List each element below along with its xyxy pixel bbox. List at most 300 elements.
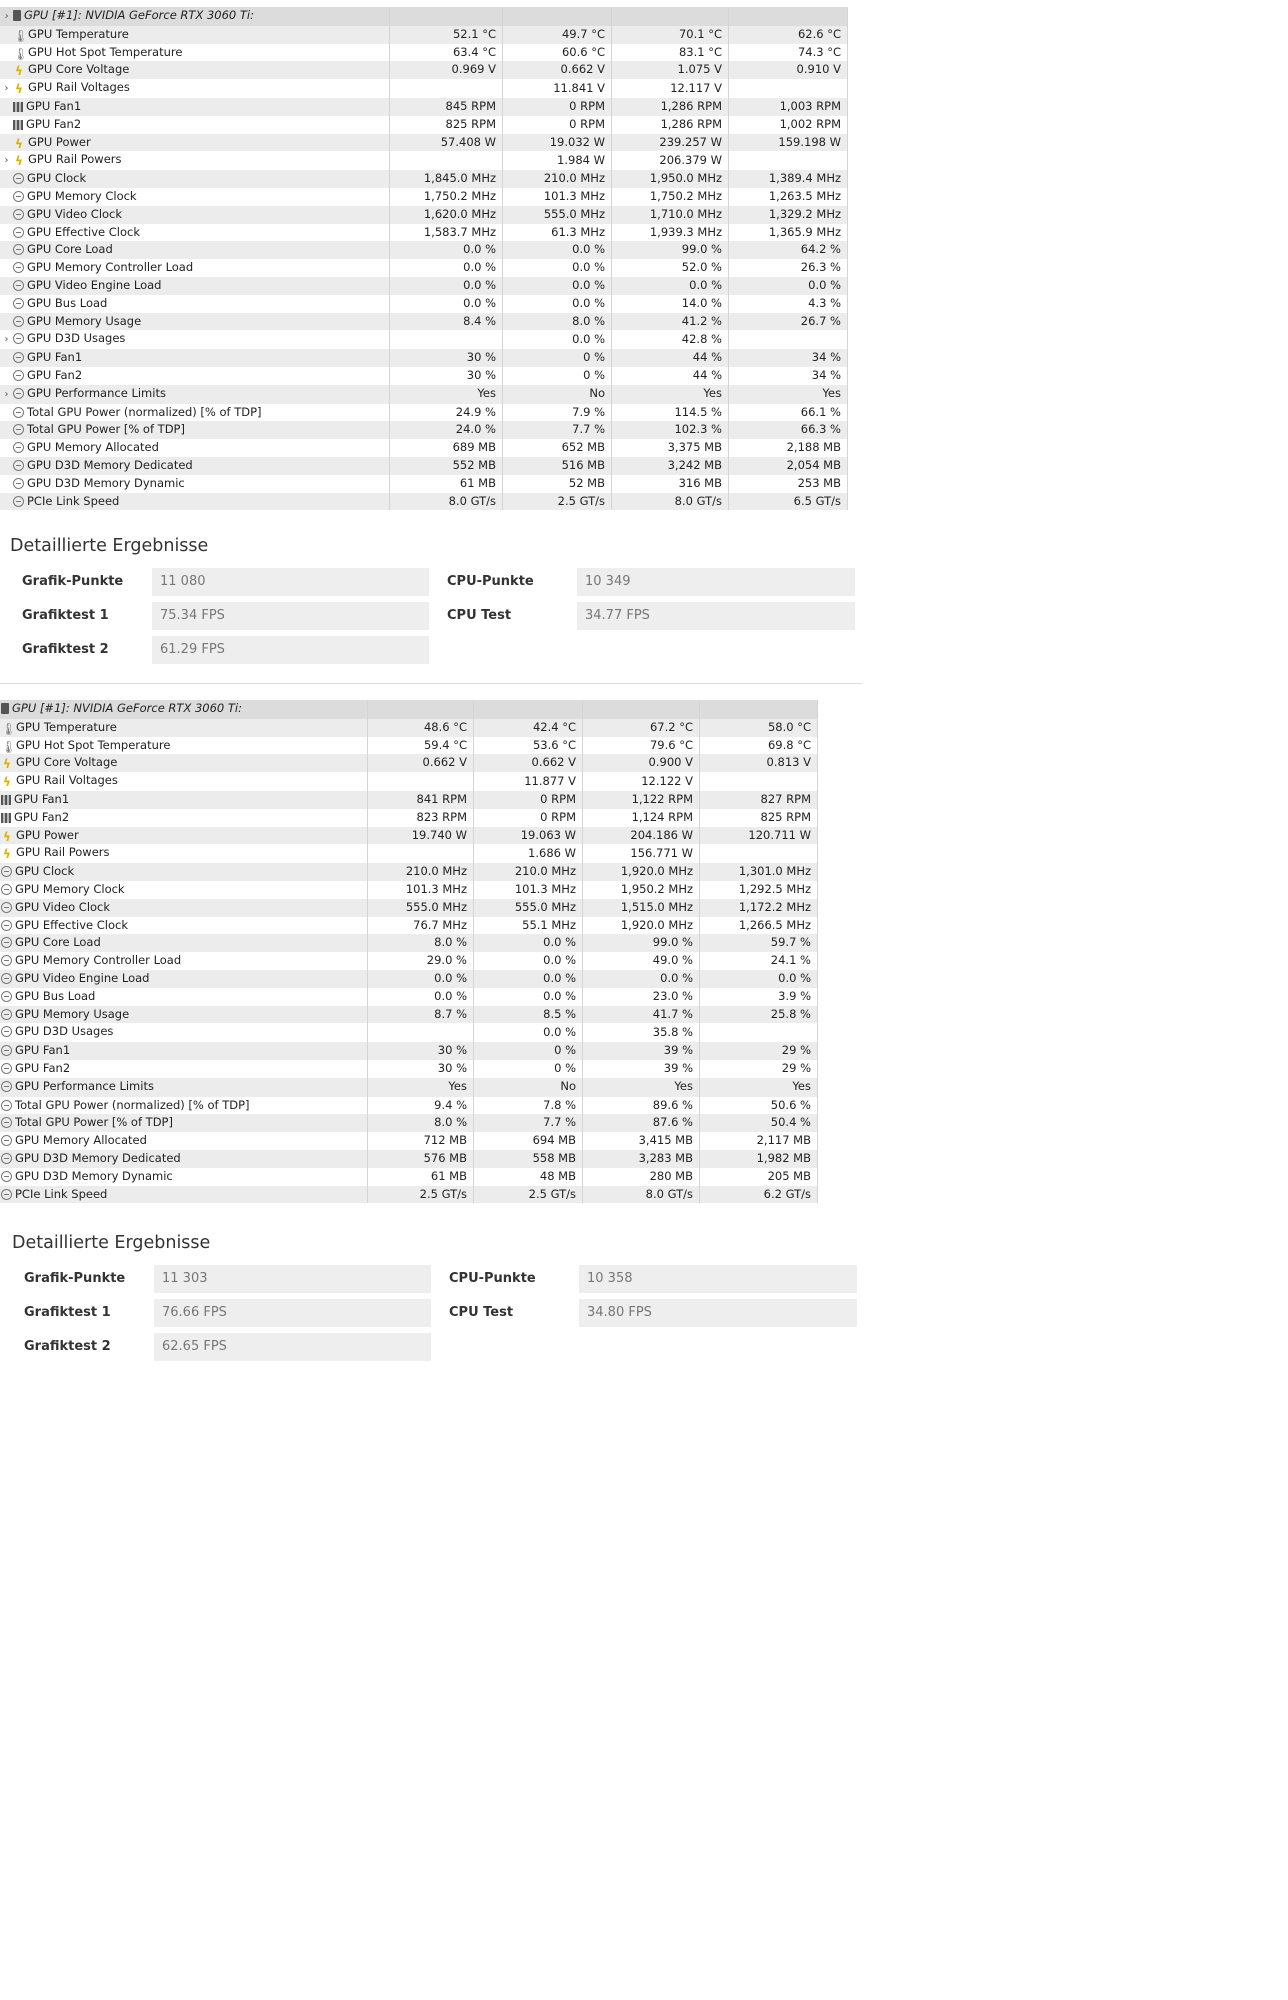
voltage-bolt-icon: ϟ <box>3 829 11 844</box>
sensor-row[interactable] <box>0 61 848 79</box>
sensor-row[interactable] <box>0 772 818 791</box>
maximum-value: 206.379 W <box>612 151 729 170</box>
maximum-value: 8.0 GT/s <box>583 1186 700 1204</box>
grafiktest1-label: Grafiktest 1 <box>24 1305 111 1320</box>
sensor-row[interactable] <box>0 421 848 439</box>
sensor-gauge-icon <box>13 460 24 471</box>
maximum-value: 1,286 RPM <box>612 98 729 116</box>
average-value: 3.9 % <box>700 988 818 1006</box>
minimum-value: 558 MB <box>474 1150 583 1168</box>
average-value: 1,003 RPM <box>729 98 848 116</box>
sensor-label: GPU D3D Memory Dedicated <box>27 457 193 472</box>
maximum-value: 49.0 % <box>583 952 700 970</box>
gpu-header-label: GPU [#1]: NVIDIA GeForce RTX 3060 Ti: <box>24 8 254 22</box>
maximum-value: 1,124 RPM <box>583 809 700 827</box>
sensor-table <box>0 700 818 1203</box>
current-value: 0.0 % <box>390 259 503 277</box>
average-value: 34 % <box>729 367 848 385</box>
minimum-value: 55.1 MHz <box>474 917 583 935</box>
grafik-punkte-value: 11 303 <box>154 1265 431 1293</box>
current-value: 0.0 % <box>390 241 503 259</box>
cpu-test-label: CPU Test <box>447 608 512 623</box>
sensor-row[interactable] <box>0 475 848 493</box>
cpu-test-value: 34.77 FPS <box>577 602 855 630</box>
minimum-value: 8.5 % <box>474 1006 583 1024</box>
sensor-label: GPU Core Voltage <box>28 62 130 77</box>
sensor-label: GPU Video Clock <box>15 899 111 914</box>
maximum-value: 39 % <box>583 1060 700 1078</box>
sensor-label: Total GPU Power (normalized) [% of TDP] <box>27 404 262 419</box>
current-value: 48.6 °C <box>368 719 474 737</box>
minimum-value: No <box>503 385 612 404</box>
average-value: 69.8 °C <box>700 737 818 755</box>
sensor-row[interactable] <box>0 1060 818 1078</box>
current-value <box>390 330 503 349</box>
current-value: 8.4 % <box>390 313 503 331</box>
maximum-value: 14.0 % <box>612 295 729 313</box>
minimum-value: 0 RPM <box>503 116 612 134</box>
average-value: 1,389.4 MHz <box>729 170 848 188</box>
average-value: 0.0 % <box>729 277 848 295</box>
maximum-value: 70.1 °C <box>612 26 729 44</box>
sensor-label: GPU Memory Controller Load <box>15 953 182 968</box>
current-value: 63.4 °C <box>390 44 503 62</box>
average-value: 205 MB <box>700 1168 818 1186</box>
maximum-value: 87.6 % <box>583 1114 700 1132</box>
average-value <box>729 79 848 98</box>
sensor-gauge-icon <box>13 352 24 363</box>
maximum-value: 1,950.0 MHz <box>612 170 729 188</box>
sensor-label: GPU D3D Usages <box>15 1024 114 1039</box>
current-value: 30 % <box>390 349 503 367</box>
current-value: 8.0 % <box>368 934 474 952</box>
sensor-label: GPU Performance Limits <box>15 1078 154 1093</box>
sensor-gauge-icon <box>1 1117 12 1128</box>
maximum-value: 1,750.2 MHz <box>612 188 729 206</box>
average-value: 6.2 GT/s <box>700 1186 818 1204</box>
sensor-row[interactable] <box>0 952 818 970</box>
current-value: 1,583.7 MHz <box>390 224 503 242</box>
current-value: 101.3 MHz <box>368 881 474 899</box>
sensor-row[interactable] <box>0 1186 818 1204</box>
sensor-gauge-icon <box>1 1100 12 1111</box>
fan-icon <box>13 102 23 112</box>
current-value: 8.7 % <box>368 1006 474 1024</box>
sensor-row[interactable] <box>0 385 848 404</box>
sensor-row[interactable] <box>0 791 818 809</box>
sensor-gauge-icon <box>13 244 24 255</box>
average-value: 1,172.2 MHz <box>700 899 818 917</box>
minimum-value: 0.662 V <box>474 754 583 772</box>
sensor-row[interactable] <box>0 493 848 511</box>
minimum-value: 7.8 % <box>474 1097 583 1115</box>
sensor-row[interactable] <box>0 170 848 188</box>
grafiktest2-label: Grafiktest 2 <box>24 1339 111 1354</box>
sensor-row[interactable] <box>0 863 818 881</box>
maximum-value: 83.1 °C <box>612 44 729 62</box>
sensor-row[interactable] <box>0 809 818 827</box>
minimum-value: 49.7 °C <box>503 26 612 44</box>
sensor-label: Total GPU Power (normalized) [% of TDP] <box>15 1097 250 1112</box>
minimum-value: 0.0 % <box>474 988 583 1006</box>
sensor-row[interactable] <box>0 1097 818 1115</box>
minimum-value: 1.686 W <box>474 844 583 863</box>
sensor-gauge-icon <box>13 370 24 381</box>
sensor-gauge-icon <box>13 209 24 220</box>
sensor-label: GPU D3D Memory Dedicated <box>15 1150 181 1165</box>
current-value: 8.0 % <box>368 1114 474 1132</box>
sensor-gauge-icon <box>1 1063 12 1074</box>
collapse-arrow-icon[interactable]: › <box>4 11 9 22</box>
average-value: 827 RPM <box>700 791 818 809</box>
minimum-value: 1.984 W <box>503 151 612 170</box>
maximum-value: 1,286 RPM <box>612 116 729 134</box>
thermometer-icon: 🌡 <box>1 721 17 736</box>
maximum-value: 239.257 W <box>612 134 729 152</box>
sensor-row[interactable] <box>0 295 848 313</box>
current-value: 59.4 °C <box>368 737 474 755</box>
minimum-value: 0 RPM <box>474 791 583 809</box>
sensor-gauge-icon <box>1 902 12 913</box>
sensor-gauge-icon <box>1 884 12 895</box>
maximum-value: 67.2 °C <box>583 719 700 737</box>
grafiktest1-value: 75.34 FPS <box>152 602 429 630</box>
minimum-value: 48 MB <box>474 1168 583 1186</box>
sensor-label: GPU Core Load <box>27 242 113 257</box>
sensor-group-header[interactable] <box>0 700 818 719</box>
maximum-value: 12.122 V <box>583 772 700 791</box>
maximum-value: 99.0 % <box>612 241 729 259</box>
minimum-value: 7.7 % <box>503 421 612 439</box>
minimum-value: 2.5 GT/s <box>474 1186 583 1204</box>
sensor-gauge-icon <box>13 424 24 435</box>
average-value: 66.1 % <box>729 404 848 422</box>
average-value: 1,002 RPM <box>729 116 848 134</box>
sensor-gauge-icon <box>1 937 12 948</box>
sensor-label: GPU Rail Powers <box>28 152 122 167</box>
sensor-gauge-icon <box>1 973 12 984</box>
maximum-value: Yes <box>612 385 729 404</box>
current-value: 0.0 % <box>390 295 503 313</box>
fan-icon <box>1 813 11 823</box>
sensor-label: GPU D3D Memory Dynamic <box>27 475 185 490</box>
grafik-punkte-label: Grafik-Punkte <box>22 574 124 589</box>
sensor-gauge-icon <box>1 920 12 931</box>
sensor-row[interactable] <box>0 224 848 242</box>
gpu-chip-icon <box>1 703 9 714</box>
average-value: 0.0 % <box>700 970 818 988</box>
average-value <box>729 330 848 349</box>
sensor-row[interactable] <box>0 313 848 331</box>
expand-chevron-icon[interactable]: › <box>4 334 9 346</box>
sensor-label: GPU Performance Limits <box>27 385 166 400</box>
sensor-label: GPU Fan2 <box>14 809 70 824</box>
sensor-row[interactable] <box>0 79 848 98</box>
maximum-value: 3,415 MB <box>583 1132 700 1150</box>
maximum-value: 0.0 % <box>612 277 729 295</box>
sensor-gauge-icon <box>13 316 24 327</box>
sensor-row[interactable] <box>0 934 818 952</box>
average-value: 159.198 W <box>729 134 848 152</box>
sensor-row[interactable] <box>0 457 848 475</box>
current-value <box>368 772 474 791</box>
sensor-row[interactable] <box>0 44 848 62</box>
average-value: 50.4 % <box>700 1114 818 1132</box>
average-value: 1,292.5 MHz <box>700 881 818 899</box>
sensor-gauge-icon <box>1 866 12 877</box>
expand-chevron-icon[interactable]: › <box>4 155 9 167</box>
sensor-row[interactable] <box>0 277 848 295</box>
current-value: 52.1 °C <box>390 26 503 44</box>
sensor-gauge-icon <box>1 1135 12 1146</box>
current-value: 0.0 % <box>390 277 503 295</box>
sensor-row[interactable] <box>0 349 848 367</box>
sensor-label: GPU Core Load <box>15 935 101 950</box>
sensor-label: GPU Video Engine Load <box>27 277 162 292</box>
grafiktest2-value: 61.29 FPS <box>152 636 429 664</box>
average-value: 24.1 % <box>700 952 818 970</box>
average-value: 34 % <box>729 349 848 367</box>
average-value <box>700 844 818 863</box>
average-value: 6.5 GT/s <box>729 493 848 511</box>
sensor-label: GPU Memory Usage <box>15 1006 130 1021</box>
sensor-gauge-icon <box>13 191 24 202</box>
minimum-value: 694 MB <box>474 1132 583 1150</box>
maximum-value: 102.3 % <box>612 421 729 439</box>
grafik-punkte-value: 11 080 <box>152 568 429 596</box>
average-value: 66.3 % <box>729 421 848 439</box>
sensor-row[interactable] <box>0 1150 818 1168</box>
sensor-group-header[interactable] <box>0 7 848 26</box>
sensor-gauge-icon <box>1 991 12 1002</box>
current-value: 29.0 % <box>368 952 474 970</box>
sensor-label: GPU Rail Powers <box>16 845 110 860</box>
minimum-value: 0.0 % <box>503 259 612 277</box>
sensor-label: GPU Clock <box>15 864 75 879</box>
sensor-row[interactable] <box>0 98 848 116</box>
average-value: 59.7 % <box>700 934 818 952</box>
sensor-row[interactable] <box>0 881 818 899</box>
gpu-header-label: GPU [#1]: NVIDIA GeForce RTX 3060 Ti: <box>12 701 242 715</box>
current-value: 57.408 W <box>390 134 503 152</box>
sensor-row[interactable] <box>0 116 848 134</box>
sensor-row[interactable] <box>0 439 848 457</box>
current-value <box>368 1023 474 1042</box>
average-value <box>700 1023 818 1042</box>
sensor-label: GPU Effective Clock <box>27 224 140 239</box>
minimum-value: 210.0 MHz <box>503 170 612 188</box>
maximum-value: 79.6 °C <box>583 737 700 755</box>
sensor-label: GPU Core Voltage <box>16 755 118 770</box>
sensor-row[interactable] <box>0 241 848 259</box>
sensor-label: GPU Fan1 <box>26 98 82 113</box>
maximum-value: 1,920.0 MHz <box>583 863 700 881</box>
current-value: 0.0 % <box>368 970 474 988</box>
sensor-row[interactable] <box>0 754 818 772</box>
sensor-gauge-icon <box>1 1045 12 1056</box>
sensor-row[interactable] <box>0 26 848 44</box>
maximum-value: 3,283 MB <box>583 1150 700 1168</box>
sensor-row[interactable] <box>0 1006 818 1024</box>
maximum-value: 52.0 % <box>612 259 729 277</box>
sensor-gauge-icon <box>1 1081 12 1092</box>
average-value: 26.7 % <box>729 313 848 331</box>
sensor-label: GPU Fan1 <box>15 1043 71 1058</box>
maximum-value: 89.6 % <box>583 1097 700 1115</box>
current-value: 552 MB <box>390 457 503 475</box>
minimum-value: 0 % <box>474 1042 583 1060</box>
sensor-row[interactable] <box>0 404 848 422</box>
grafiktest2-label: Grafiktest 2 <box>22 642 109 657</box>
current-value: 8.0 GT/s <box>390 493 503 511</box>
average-value: 50.6 % <box>700 1097 818 1115</box>
sensor-row[interactable] <box>0 737 818 755</box>
maximum-value: Yes <box>583 1078 700 1097</box>
sensor-row[interactable] <box>0 844 818 863</box>
minimum-value: 7.9 % <box>503 404 612 422</box>
sensor-row[interactable] <box>0 1114 818 1132</box>
current-value: 845 RPM <box>390 98 503 116</box>
sensor-label: GPU Memory Controller Load <box>27 260 194 275</box>
average-value: 26.3 % <box>729 259 848 277</box>
minimum-value: 19.063 W <box>474 827 583 845</box>
sensor-label: GPU Fan1 <box>14 791 70 806</box>
current-value: 9.4 % <box>368 1097 474 1115</box>
sensor-row[interactable] <box>0 134 848 152</box>
sensor-label: GPU Memory Clock <box>15 881 125 896</box>
maximum-value: 0.0 % <box>583 970 700 988</box>
maximum-value: 23.0 % <box>583 988 700 1006</box>
cpu-punkte-value: 10 349 <box>577 568 855 596</box>
sensor-row[interactable] <box>0 367 848 385</box>
voltage-bolt-icon: ϟ <box>15 136 23 151</box>
maximum-value: 8.0 GT/s <box>612 493 729 511</box>
average-value: 62.6 °C <box>729 26 848 44</box>
voltage-bolt-icon: ϟ <box>3 775 11 790</box>
average-value: 1,263.5 MHz <box>729 188 848 206</box>
sensor-gauge-icon <box>1 1009 12 1020</box>
sensor-label: GPU D3D Memory Dynamic <box>15 1168 173 1183</box>
minimum-value: 53.6 °C <box>474 737 583 755</box>
current-value: 30 % <box>368 1042 474 1060</box>
minimum-value: 0.0 % <box>503 295 612 313</box>
average-value: 29 % <box>700 1060 818 1078</box>
sensor-label: GPU Fan2 <box>27 367 83 382</box>
average-value: 0.813 V <box>700 754 818 772</box>
sensor-gauge-icon <box>1 955 12 966</box>
sensor-row[interactable] <box>0 917 818 935</box>
results-title: Detaillierte Ergebnisse <box>12 1233 211 1253</box>
minimum-value: 61.3 MHz <box>503 224 612 242</box>
sensor-gauge-icon <box>1 1171 12 1182</box>
minimum-value: 0 % <box>474 1060 583 1078</box>
maximum-value: 1,710.0 MHz <box>612 206 729 224</box>
gpu-chip-icon <box>13 10 21 21</box>
grafiktest1-label: Grafiktest 1 <box>22 608 109 623</box>
sensor-row[interactable] <box>0 151 848 170</box>
average-value: 825 RPM <box>700 809 818 827</box>
minimum-value: 19.032 W <box>503 134 612 152</box>
sensor-row[interactable] <box>0 988 818 1006</box>
sensor-row[interactable] <box>0 330 848 349</box>
maximum-value: 114.5 % <box>612 404 729 422</box>
current-value: 555.0 MHz <box>368 899 474 917</box>
current-value: 1,750.2 MHz <box>390 188 503 206</box>
sensor-label: PCIe Link Speed <box>27 493 120 508</box>
average-value: 253 MB <box>729 475 848 493</box>
current-value: 24.9 % <box>390 404 503 422</box>
expand-chevron-icon[interactable]: › <box>4 83 9 95</box>
current-value: 0.969 V <box>390 61 503 79</box>
current-value: 689 MB <box>390 439 503 457</box>
minimum-value: 60.6 °C <box>503 44 612 62</box>
expand-chevron-icon[interactable]: › <box>4 388 9 400</box>
sensor-row[interactable] <box>0 970 818 988</box>
sensor-label: GPU Video Clock <box>27 206 123 221</box>
current-value: 76.7 MHz <box>368 917 474 935</box>
sensor-gauge-icon <box>13 227 24 238</box>
sensor-label: GPU Power <box>16 827 79 842</box>
minimum-value: 0.0 % <box>503 330 612 349</box>
sensor-row[interactable] <box>0 1132 818 1150</box>
voltage-bolt-icon: ϟ <box>3 757 11 772</box>
cpu-punkte-label: CPU-Punkte <box>449 1271 536 1286</box>
sensor-row[interactable] <box>0 206 848 224</box>
sensor-row[interactable] <box>0 188 848 206</box>
current-value: 30 % <box>390 367 503 385</box>
sensor-row[interactable] <box>0 827 818 845</box>
sensor-row[interactable] <box>0 259 848 277</box>
sensor-label: GPU Memory Usage <box>27 313 142 328</box>
minimum-value: 7.7 % <box>474 1114 583 1132</box>
sensor-label: GPU Bus Load <box>15 988 96 1003</box>
sensor-row[interactable] <box>0 1168 818 1186</box>
average-value: Yes <box>700 1078 818 1097</box>
sensor-label: GPU Rail Voltages <box>16 773 118 788</box>
maximum-value: 44 % <box>612 349 729 367</box>
minimum-value: 42.4 °C <box>474 719 583 737</box>
average-value: 1,266.5 MHz <box>700 917 818 935</box>
current-value <box>390 151 503 170</box>
maximum-value: 316 MB <box>612 475 729 493</box>
sensor-gauge-icon <box>13 388 24 399</box>
current-value: 30 % <box>368 1060 474 1078</box>
minimum-value: 2.5 GT/s <box>503 493 612 511</box>
sensor-gauge-icon <box>13 478 24 489</box>
current-value: 825 RPM <box>390 116 503 134</box>
current-value: Yes <box>390 385 503 404</box>
sensor-gauge-icon <box>1 1189 12 1200</box>
sensor-row[interactable] <box>0 1042 818 1060</box>
thermometer-icon: 🌡 <box>13 46 29 61</box>
sensor-row[interactable] <box>0 1078 818 1097</box>
current-value: Yes <box>368 1078 474 1097</box>
maximum-value: 1,939.3 MHz <box>612 224 729 242</box>
minimum-value: No <box>474 1078 583 1097</box>
grafik-punkte-label: Grafik-Punkte <box>24 1271 126 1286</box>
sensor-row[interactable] <box>0 1023 818 1042</box>
maximum-value: 39 % <box>583 1042 700 1060</box>
sensor-row[interactable] <box>0 899 818 917</box>
minimum-value: 0.0 % <box>503 277 612 295</box>
maximum-value: 41.7 % <box>583 1006 700 1024</box>
sensor-row[interactable] <box>0 719 818 737</box>
minimum-value: 11.877 V <box>474 772 583 791</box>
results-title: Detaillierte Ergebnisse <box>10 536 209 556</box>
sensor-gauge-icon <box>13 173 24 184</box>
average-value <box>729 151 848 170</box>
current-value: 24.0 % <box>390 421 503 439</box>
